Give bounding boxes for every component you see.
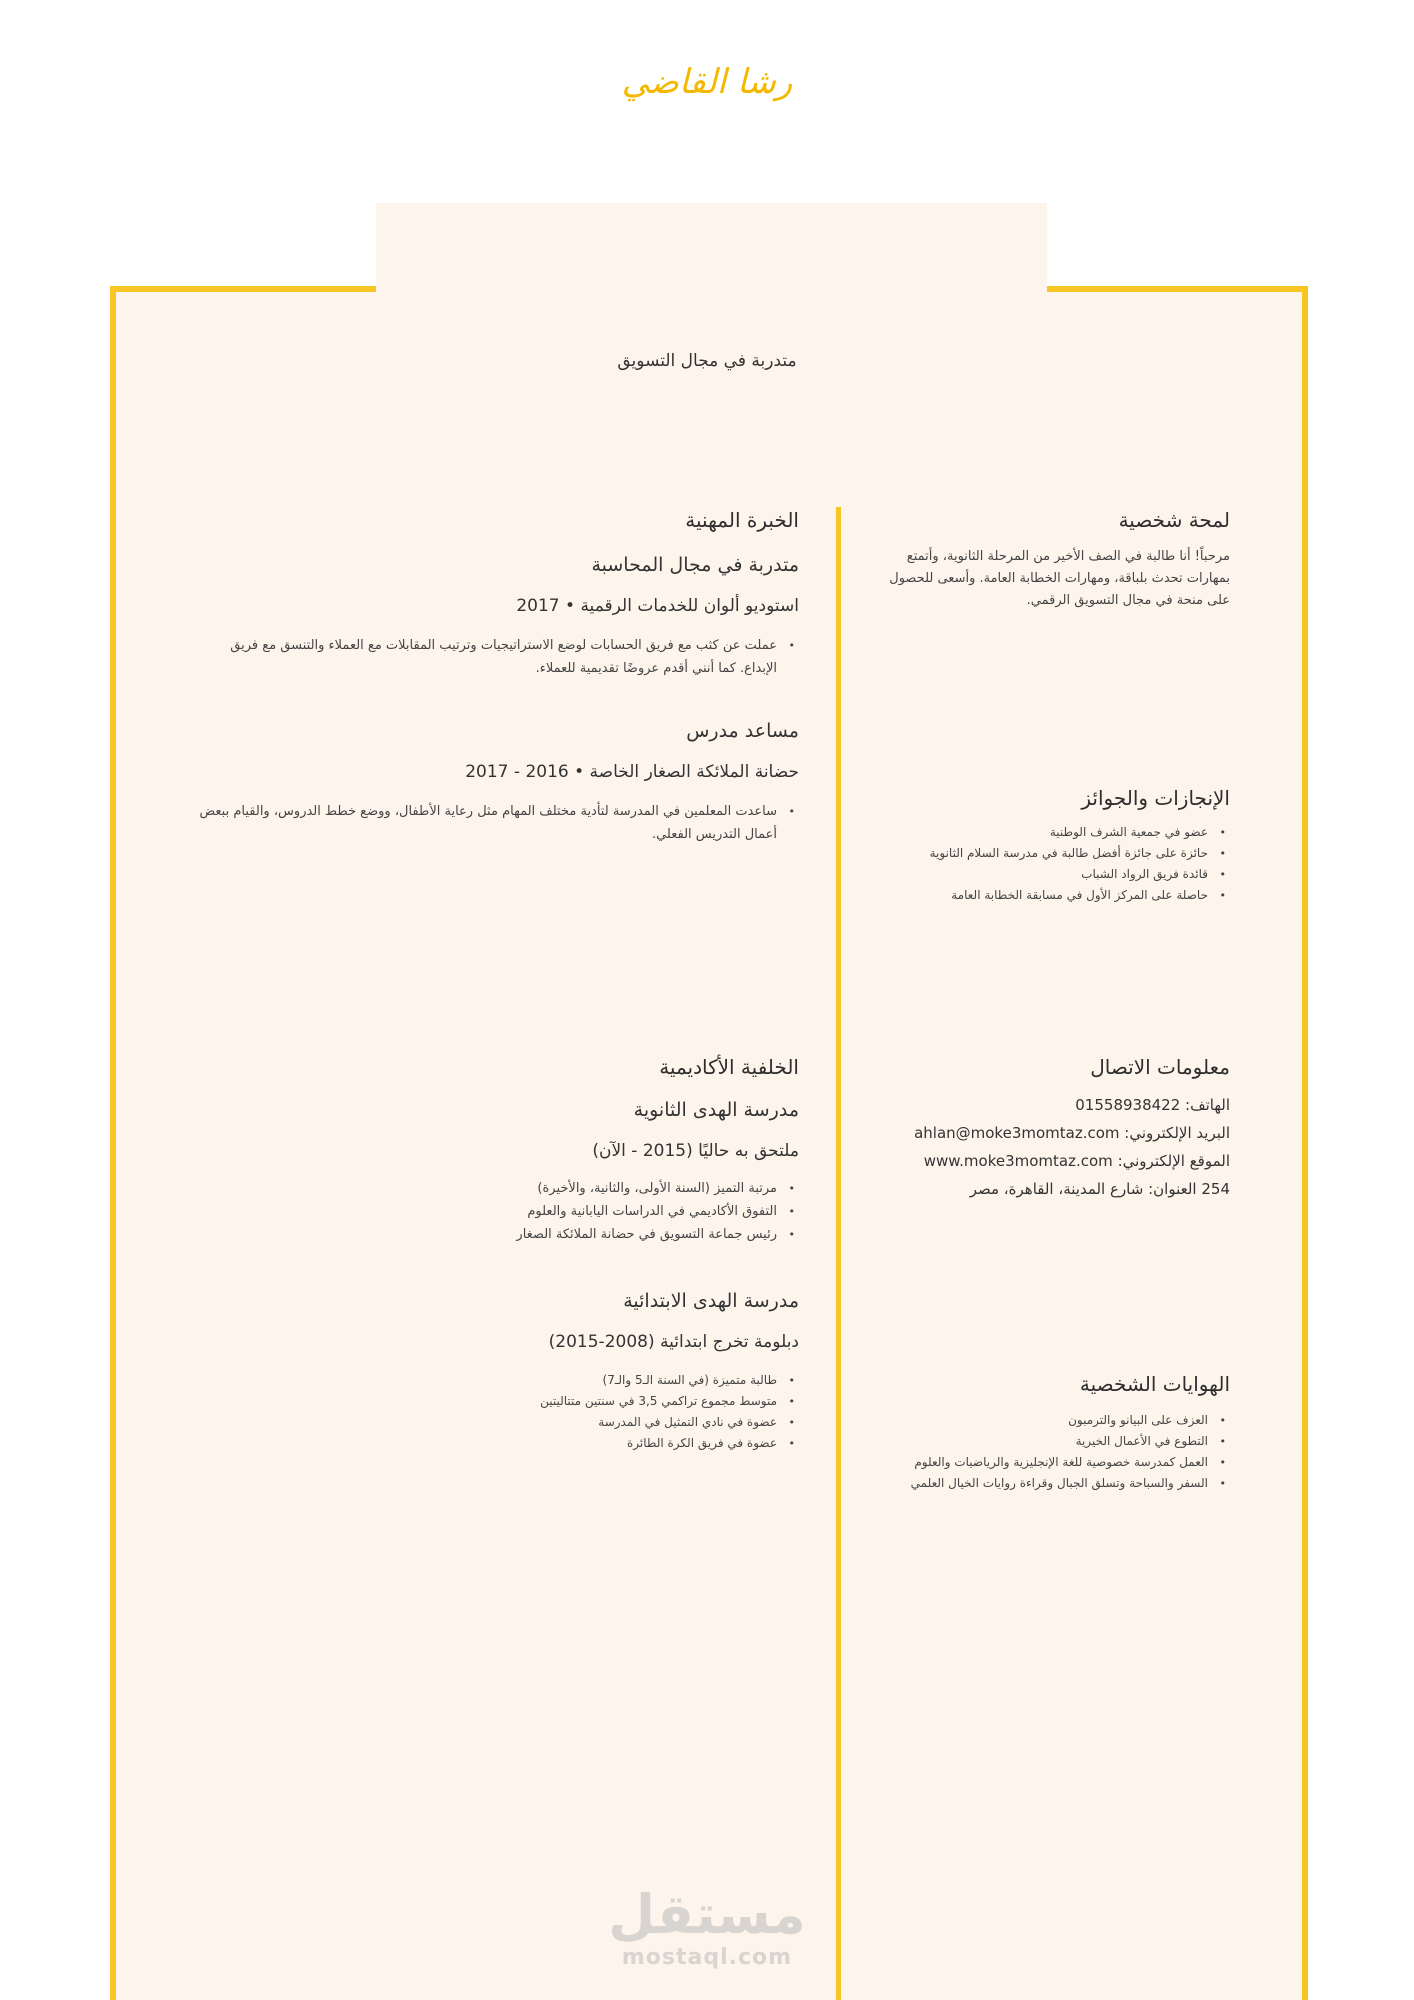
- education-section: [195, 1055, 799, 1454]
- list-item: • قائدة فريق الرواد الشباب: [866, 864, 1230, 885]
- experience-heading: الخبرة المهنية: [685, 508, 799, 532]
- list-item: • حاصلة على المركز الأول في مسابقة الخطابة العامة: [866, 885, 1230, 906]
- list-item: • التطوع في الأعمال الخيرية: [866, 1431, 1230, 1452]
- mostaql-watermark: [0, 1885, 1414, 1970]
- contact-website: الموقع الإلكتروني: www.moke3momtaz.com: [923, 1152, 1230, 1170]
- school-period-2: دبلومة تخرج ابتدائية (2008-2015): [548, 1332, 799, 1352]
- watermark-latin: mostaql.com: [621, 1945, 793, 1970]
- experience-section: [195, 508, 799, 846]
- job-title: متدربة في مجال التسويق: [617, 351, 797, 371]
- list-item: • حائزة على جائزة أفضل طالبة في مدرسة السلام الثانوية: [866, 843, 1230, 864]
- hobbies-list: [866, 1410, 1230, 1494]
- job-title-2: مساعد مدرس: [686, 720, 799, 742]
- job-company-2: حضانة الملائكة الصغار الخاصة • 2016 - 2017: [465, 762, 799, 782]
- contact-address: 254 العنوان: شارع المدينة، القاهرة، مصر: [969, 1180, 1230, 1198]
- list-item: • العزف على البيانو والترمبون: [866, 1410, 1230, 1431]
- list-item: • عضو في جمعية الشرف الوطنية: [866, 822, 1230, 843]
- job-bullets-1: [195, 634, 799, 680]
- school-name-2: مدرسة الهدى الابتدائية: [623, 1290, 799, 1312]
- achievements-list: [866, 822, 1230, 906]
- list-item: • مرتبة التميز (السنة الأولى، والثانية، والأخيرة): [195, 1177, 799, 1200]
- profile-heading: لمحة شخصية: [1118, 508, 1230, 532]
- contact-email: البريد الإلكتروني: ahlan@moke3momtaz.com: [914, 1124, 1230, 1142]
- contact-section: [866, 1055, 1230, 1203]
- name-signature: رشا القاضي: [621, 62, 793, 102]
- column-divider: [836, 507, 841, 2000]
- profile-text: مرحباً! أنا طالبة في الصف الأخير من المرحلة الثانوية، وأتمتع بمهارات تحدث بلباقة، ومهارات الخطابة العامة. وأسعى للحصول على منحة في مجال التسويق الرقمي.: [889, 549, 1230, 608]
- list-item: • عملت عن كثب مع فريق الحسابات لوضع الاستراتيجيات وترتيب المقابلات مع العملاء والتنسق مع فريق الإبداع. كما أنني أقدم عروضًا تقديمية للعملاء.: [195, 634, 799, 680]
- school-list-2: [195, 1370, 799, 1454]
- school-period-1: ملتحق به حاليًا (2015 - الآن): [592, 1141, 799, 1161]
- list-item: • متوسط مجموع تراكمي 3,5 في سنتين متتاليتين: [195, 1391, 799, 1412]
- achievements-heading: الإنجازات والجوائز: [1081, 786, 1230, 810]
- list-item: • عضوة في نادي التمثيل في المدرسة: [195, 1412, 799, 1433]
- watermark-arabic: مستقل: [608, 1883, 806, 1946]
- achievements-section: [866, 786, 1230, 906]
- school-list-1: [195, 1177, 799, 1246]
- education-heading: الخلفية الأكاديمية: [659, 1055, 799, 1079]
- job-company-1: استوديو ألوان للخدمات الرقمية • 2017: [516, 596, 799, 616]
- job-title-1: متدربة في مجال المحاسبة: [591, 554, 799, 576]
- list-item: • العمل كمدرسة خصوصية للغة الإنجليزية والرياضيات والعلوم: [866, 1452, 1230, 1473]
- profile-section: [866, 508, 1230, 612]
- contact-phone: الهاتف: 01558938422: [1075, 1096, 1230, 1114]
- contact-heading: معلومات الاتصال: [1090, 1055, 1230, 1079]
- school-name-1: مدرسة الهدى الثانوية: [633, 1099, 799, 1121]
- list-item: • السفر والسباحة وتسلق الجبال وقراءة روايات الخيال العلمي: [866, 1473, 1230, 1494]
- list-item: • طالبة متميزة (في السنة الـ5 والـ7): [195, 1370, 799, 1391]
- job-bullets-2: [195, 800, 799, 846]
- hobbies-heading: الهوايات الشخصية: [1079, 1372, 1230, 1396]
- list-item: • رئيس جماعة التسويق في حضانة الملائكة الصغار: [195, 1223, 799, 1246]
- list-item: • التفوق الأكاديمي في الدراسات اليابانية والعلوم: [195, 1200, 799, 1223]
- hobbies-section: [866, 1372, 1230, 1494]
- name-tab: [376, 203, 1047, 298]
- list-item: • ساعدت المعلمين في المدرسة لتأدية مختلف المهام مثل رعاية الأطفال، ووضع خطط الدروس، والقيام ببعض أعمال التدريس الفعلي.: [195, 800, 799, 846]
- list-item: • عضوة في فريق الكرة الطائرة: [195, 1433, 799, 1454]
